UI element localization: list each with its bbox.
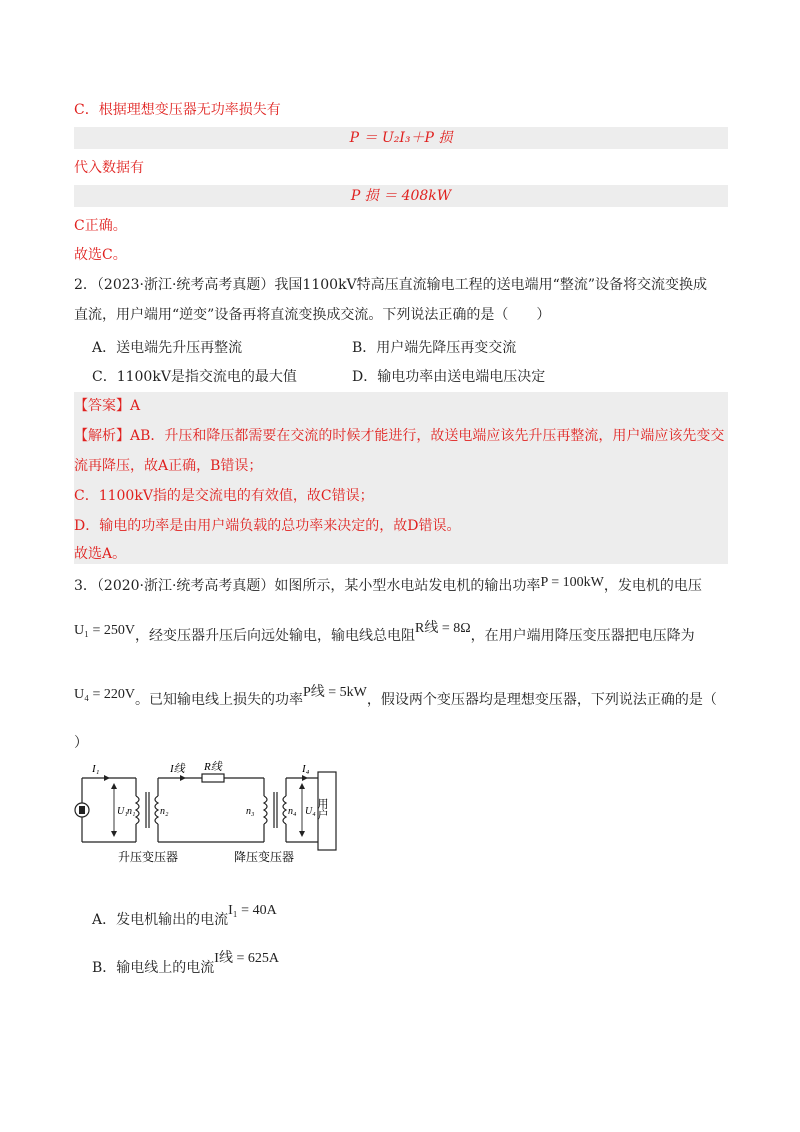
q2-answer: 【答案】A	[74, 398, 141, 414]
circuit-diagram	[74, 758, 344, 866]
q3-option-a: A．发电机输出的电流	[92, 912, 229, 928]
generator-core	[79, 806, 85, 814]
q2-analysis-line3: C．1100kV指的是交流电的有效值，故C错误；	[74, 488, 374, 504]
formula-2: P 损 ＝ 408kW	[350, 188, 452, 204]
q3-option-b: B．输电线上的电流	[92, 960, 215, 976]
q3-ploss-expr: P线 = 5kW	[303, 685, 367, 700]
q2-option-a: A．送电端先升压再整流	[92, 340, 243, 356]
q3-stem-part1: 3．（2020·浙江·统考高考真题）如图所示，某小型水电站发电机的输出功率	[74, 578, 541, 594]
q3-stem-row3	[74, 685, 717, 711]
step-up-secondary-coil	[155, 796, 158, 824]
label-r: R线	[204, 761, 222, 773]
q3-u4-expr: U₄ = 220V	[74, 687, 135, 702]
label-u1: U₁	[117, 806, 128, 817]
q2-analysis-line4: D．输电的功率是由用户端负载的总功率来决定的，故D错误。	[74, 518, 461, 534]
step-down-secondary-coil	[283, 796, 286, 824]
step-up-primary-coil	[136, 796, 139, 824]
q3-p-expr: P = 100kW	[540, 575, 604, 590]
arrow-i1	[104, 775, 110, 781]
label-i1: I₁	[92, 763, 100, 775]
resistor-icon	[202, 774, 224, 782]
label-iline: I线	[170, 763, 185, 775]
label-user: 用户	[316, 798, 328, 820]
substitute-line: 代入数据有	[74, 160, 144, 176]
q2-option-d: D．输电功率由送电端电压决定	[352, 369, 546, 385]
q3-stem-part4: ，在用户端用降压变压器把电压降为	[470, 628, 695, 644]
q2-stem-line1: 2．（2023·浙江·统考高考真题）我国1100kV特高压直流输电工程的送电端用“整流”设备将交流变换成	[74, 277, 707, 293]
label-step-up: 升压变压器	[118, 850, 179, 864]
label-step-down: 降压变压器	[234, 850, 295, 864]
q2-analysis-line2: 流再降压，故A正确，B错误；	[74, 458, 263, 474]
analysis-shade	[74, 392, 728, 564]
q2-stem-line2: 直流，用户端用“逆变”设备再将直流变换成交流。下列说法正确的是（ ）	[74, 307, 551, 323]
label-i4: I₄	[302, 763, 310, 775]
formula-1: P ＝ U₂I₃＋P 损	[349, 130, 453, 146]
q3-stem-row1	[74, 576, 702, 597]
q3-option-a-expr: I₁ = 40A	[228, 903, 277, 918]
c-correct-line: C正确。	[74, 218, 127, 234]
arrow-i4	[302, 775, 308, 781]
q2-option-c: C．1100kV是指交流电的最大值	[92, 369, 297, 385]
q3-stem-part6: ，假设两个变压器均是理想变压器，下列说法正确的是（	[366, 692, 717, 708]
label-n3: n₃	[246, 806, 255, 817]
answer-c-line: C．根据理想变压器无功率损失有	[74, 102, 281, 118]
label-n4: n₄	[288, 806, 297, 817]
q3-stem-close: ）	[74, 735, 88, 751]
q2-choose: 故选A。	[74, 546, 127, 562]
q3-r-expr: R线 = 8Ω	[415, 621, 471, 636]
q3-option-b-expr: I线 = 625A	[214, 951, 279, 966]
q3-option-a-row	[92, 903, 277, 931]
label-n2: n₂	[160, 806, 169, 817]
arrow-iline	[180, 775, 186, 781]
label-u4: U₄	[305, 806, 316, 817]
q3-option-b-row	[92, 951, 279, 979]
q3-stem-row2	[74, 621, 695, 647]
q2-analysis-line1: 【解析】AB．升压和降压都需要在交流的时候才能进行，故送电端应该先升压再整流，用户端应该先变交	[74, 428, 725, 444]
step-down-primary-coil	[264, 796, 267, 824]
q3-u1-expr: U₁ = 250V	[74, 623, 135, 638]
q3-stem-part5: 。已知输电线上损失的功率	[135, 692, 303, 708]
q2-option-b: B．用户端先降压再变交流	[352, 340, 517, 356]
q3-stem-part2: ，发电机的电压	[603, 578, 702, 594]
q3-stem-part3: ，经变压器升压后向远处输电，输电线总电阻	[135, 628, 415, 644]
choose-c-line: 故选C。	[74, 247, 127, 263]
label-n1: n₁	[127, 806, 136, 817]
